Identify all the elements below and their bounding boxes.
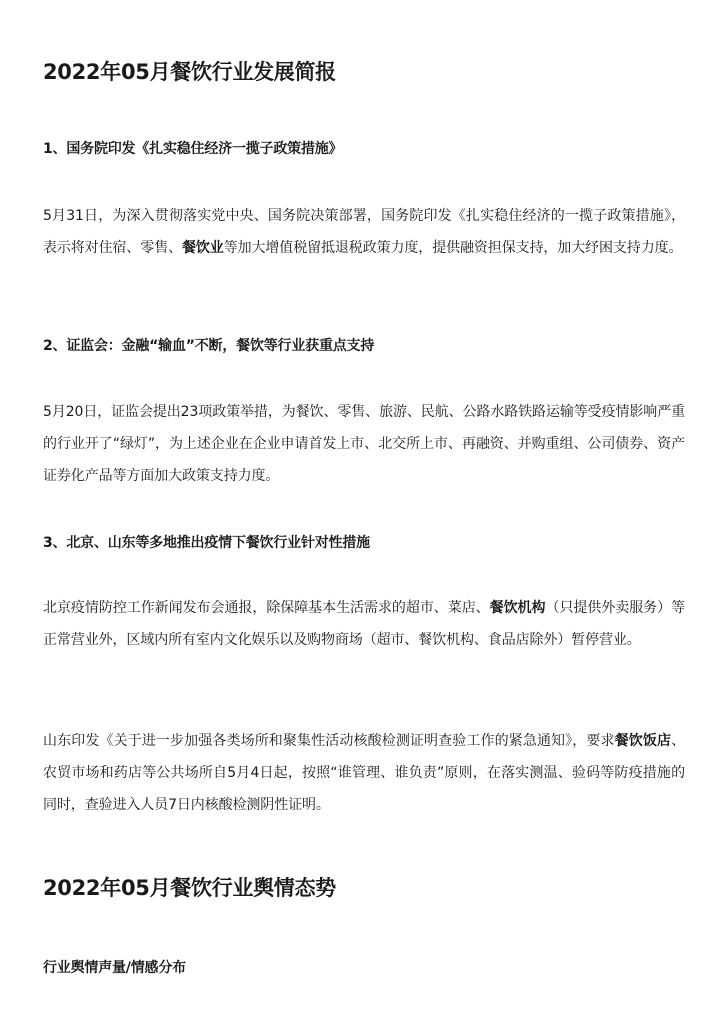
section-title-sentiment: 2022年05月餐饮行业舆情态势 [43, 876, 336, 900]
item-paragraph-3b: 山东印发《关于进一步加强各类场所和聚集性活动核酸检测证明查验工作的紧急通知》，要求餐饮饭店、农贸市场和药店等公共场所自5月4日起，按照“谁管理、谁负责”原则，在落实测温、验码等防疫措施的同时，查验进入人员7日内核酸检测阴性证明。 [43, 733, 685, 813]
subheading-volume-sentiment: 行业舆情声量/情感分布 [43, 960, 186, 976]
highlight-keyword: 餐饮机构 [489, 600, 546, 616]
item-heading-2: 2、证监会：金融“输血”不断，餐饮等行业获重点支持 [43, 338, 375, 354]
item-heading-1: 1、国务院印发《扎实稳住经济一揽子政策措施》 [43, 141, 343, 157]
item-paragraph-1: 5月31日，为深入贯彻落实党中央、国务院决策部署，国务院印发《扎实稳住经济的一揽子政策措施》，表示将对住宿、零售、餐饮业等加大增值税留抵退税政策力度，提供融资担保支持，加大纾困支持力度。 [43, 208, 685, 256]
highlight-keyword: 餐饮饭店 [614, 733, 672, 749]
item-paragraph-2: 5月20日，证监会提出23项政策举措，为餐饮、零售、旅游、民航、公路水路铁路运输等受疫情影响严重的行业开了“绿灯”，为上述企业在企业申请首发上市、北交所上市、再融资、并购重组、公司债券、资产证券化产品等方面加大政策支持力度。 [43, 404, 685, 484]
section-title-brief: 2022年05月餐饮行业发展简报 [43, 60, 336, 84]
item-paragraph-3a: 北京疫情防控工作新闻发布会通报，除保障基本生活需求的超市、菜店、餐饮机构（只提供外卖服务）等正常营业外，区域内所有室内文化娱乐以及购物商场（超市、餐饮机构、食品店除外）暂停营业。 [43, 600, 685, 648]
highlight-keyword: 餐饮业 [182, 240, 224, 256]
item-heading-3: 3、北京、山东等多地推出疫情下餐饮行业针对性措施 [43, 535, 370, 551]
